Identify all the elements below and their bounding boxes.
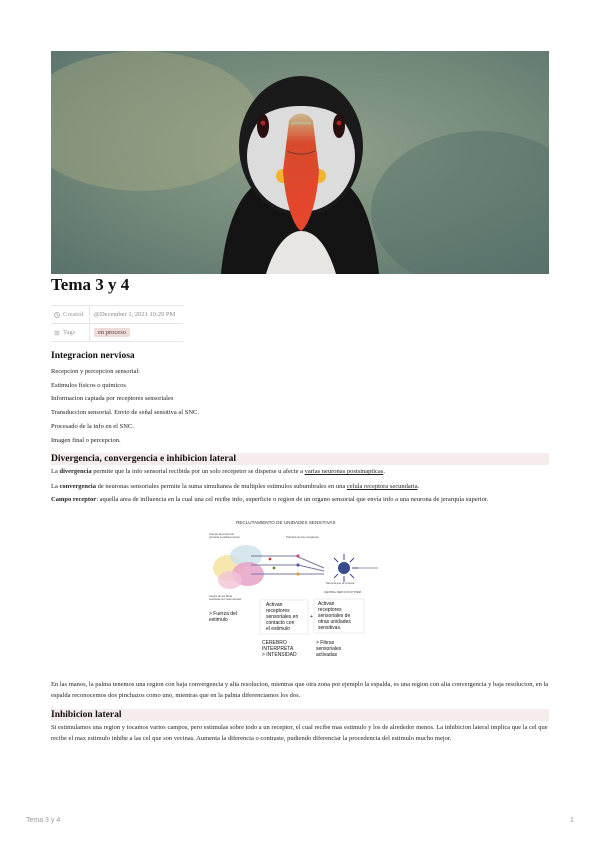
- clock-icon: [54, 312, 60, 318]
- paragraph: Recepcion y percepcion sensorial:: [51, 368, 140, 375]
- svg-text:Activan: Activan: [266, 602, 283, 608]
- tags-icon: [54, 330, 60, 336]
- diagram-label: sensitivas son más intensas: [209, 598, 242, 601]
- paragraph: Informacion captada por receptores sensoriales: [51, 395, 174, 402]
- page-title: Tema 3 y 4: [51, 275, 130, 294]
- sensory-recruitment-diagram: [206, 516, 388, 663]
- paragraph-divergencia: La divergencia permite que la info sensorial recibida por un solo recepetor se disperse u afecte a varias neuronas postsinapticas.: [51, 468, 385, 475]
- paragraph: Transduccion sensorial. Envio de señal sensitiva al SNC.: [51, 409, 199, 416]
- paragraph-campo-receptor: Campo receptor: aquella area de influencia en la cual una cel recibe info, superficie o region de un organo sensorial que envía info a una neurona de jerarquía superior.: [51, 496, 489, 503]
- cover-image: [51, 51, 549, 274]
- properties-table: [51, 305, 183, 342]
- svg-text:> INTENSIDAD: > INTENSIDAD: [262, 652, 297, 658]
- footer-page-number: 1: [570, 817, 574, 824]
- svg-text:contacto con: contacto con: [266, 620, 295, 626]
- property-value-created[interactable]: @December 1, 2021 10:29 PM: [94, 311, 176, 318]
- section-heading-divergencia: Divergencia, convergencia e inhibicion lateral: [51, 453, 549, 465]
- diagram-label: Neurona que se conecta: [326, 582, 355, 585]
- svg-text:receptores: receptores: [318, 607, 342, 613]
- svg-text:> Fibras: > Fibras: [316, 640, 335, 646]
- property-tags: [51, 324, 183, 342]
- link-neuronas-postsinapticas[interactable]: varias neuronas postsinapticas: [304, 468, 384, 475]
- paragraph-manos: En las manos, la palma tenemos una region con baja convergencia y alta resolucion, mientras que otra zona por ejemplo la espalda, es una region con alta convergencia y baja resolucion, en la espalda reconocemos dos pinchazos como uno, mientras que en la palma diferenciamos los dos.: [51, 681, 549, 699]
- paragraph-inhibicion: Si estimulamos una region y tocamos varios campos, pero estimulas sobre todo a un receptor, el cual recibe mas estimulo y los de alrededor menos. La inhibicion lateral implica que la cel que recibe el max estimulo inhibe a las cel que son vecinas. Aumenta la diferencia o contraste, pudiendo diferenciar la procedencia del estimulo mucho mejor.: [51, 724, 548, 742]
- tag-badge[interactable]: en proceso: [94, 328, 130, 337]
- property-key: Created: [63, 311, 84, 318]
- svg-text:Activan: Activan: [318, 601, 335, 607]
- central-neuron: [338, 562, 350, 574]
- diagram-label: Campo del estímulo: [209, 532, 234, 536]
- diagram-label: Campo de los fibras: [209, 595, 233, 598]
- receptive-field-light-pink: [218, 571, 242, 589]
- property-key: Tags: [63, 329, 76, 336]
- note-fuerza: estimulo: [209, 617, 228, 623]
- svg-text:sensitivas.: sensitivas.: [318, 625, 342, 631]
- footer-title: Tema 3 y 4: [26, 817, 61, 824]
- diagram-label: CENTRAL NERVOUS SYSTEM: [324, 591, 361, 594]
- note-fuerza: > Fuerza del: [209, 611, 237, 617]
- property-created: [51, 306, 183, 324]
- note-plus: +: [310, 614, 313, 620]
- paragraph: Imagen final o percepcion.: [51, 437, 121, 444]
- puffin-illustration: [51, 51, 549, 274]
- svg-text:sensoriales en: sensoriales en: [266, 614, 299, 620]
- paragraph-convergencia: La convergencia de neuronas sensoriales permite la suma simultanea de multiples estimulos subumbrales en una celula receptora secundaria.: [51, 483, 420, 490]
- link-celula-receptora[interactable]: celula receptora secundaria: [346, 483, 418, 490]
- svg-text:el estimulo: el estimulo: [266, 626, 290, 632]
- paragraph: Procesado de la info en el SNC.: [51, 423, 134, 430]
- svg-text:sensoriales de: sensoriales de: [318, 613, 351, 619]
- diagram-label: primaria sensitiva neural: [209, 535, 240, 539]
- diagram-label: Primaria de los receptores: [286, 535, 319, 539]
- svg-text:CEREBRO: CEREBRO: [262, 640, 287, 646]
- svg-text:otras unidades: otras unidades: [318, 619, 351, 625]
- svg-text:activadas: activadas: [316, 652, 338, 658]
- section-heading-inhibicion: Inhibicion lateral: [51, 709, 549, 721]
- paragraph: Estimulos fisicos o quimicos: [51, 382, 126, 389]
- section-heading-integracion: Integracion nerviosa: [51, 351, 135, 361]
- svg-text:receptores: receptores: [266, 608, 290, 614]
- diagram-title: RECLUTAMIENTO DE UNIDADES SENSITIVAS: [236, 520, 336, 525]
- svg-text:sensoriales: sensoriales: [316, 646, 342, 652]
- svg-text:INTERPRETA: INTERPRETA: [262, 646, 294, 652]
